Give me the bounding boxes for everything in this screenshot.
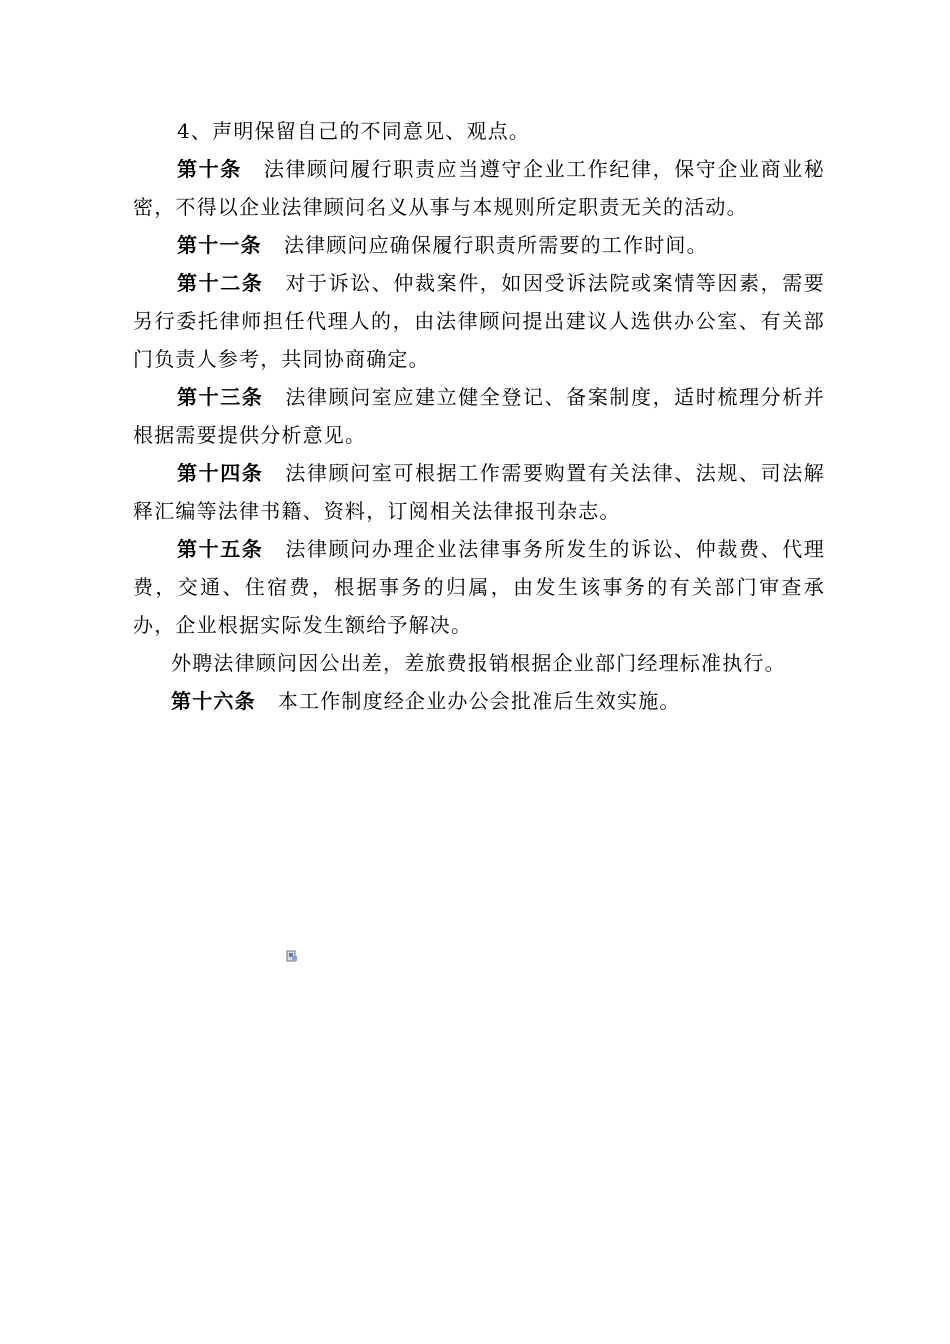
article-heading: 第十一条 xyxy=(177,233,262,257)
article-10 xyxy=(133,150,825,226)
article-14 xyxy=(133,454,825,530)
article-text: 对于诉讼、仲裁案件，如因受诉法院或案情等因素，需要另行委托律师担任代理人的，由法律顾问提出建议人选供办公室、有关部门负责人参考，共同协商确定。 xyxy=(133,271,825,371)
article-15 xyxy=(133,530,825,644)
article-text: 本工作制度经企业办公会批准后生效实施。 xyxy=(277,689,681,713)
article-text: 法律顾问履行职责应当遵守企业工作纪律，保守企业商业秘密，不得以企业法律顾问名义从事与本规则所定职责无关的活动。 xyxy=(133,157,826,219)
paragraph-travel-expense xyxy=(133,644,825,682)
article-heading: 第十四条 xyxy=(177,461,264,485)
small-image-icon xyxy=(286,950,298,962)
article-text: 法律顾问室应建立健全登记、备案制度，适时梳理分析并根据需要提供分析意见。 xyxy=(133,385,825,447)
article-text: 法律顾问办理企业法律事务所发生的诉讼、仲裁费、代理费，交通、住宿费，根据事务的归属，由发生该事务的有关部门审查承办，企业根据实际发生额给予解决。 xyxy=(133,537,825,637)
article-heading: 第十三条 xyxy=(177,385,264,409)
article-heading: 第十条 xyxy=(177,157,242,181)
article-heading: 第十二条 xyxy=(177,271,264,295)
paragraph-item-4 xyxy=(133,112,825,150)
paragraph-text: 外聘法律顾问因公出差，差旅费报销根据企业部门经理标准执行。 xyxy=(171,651,786,675)
article-12 xyxy=(133,264,825,378)
article-text: 法律顾问室可根据工作需要购置有关法律、法规、司法解释汇编等法律书籍、资料，订阅相关法律报刊杂志。 xyxy=(133,461,825,523)
article-heading: 第十六条 xyxy=(171,689,256,713)
article-heading: 第十五条 xyxy=(177,537,264,561)
article-11 xyxy=(133,226,825,264)
paragraph-text: 4、声明保留自己的不同意见、观点。 xyxy=(177,119,531,143)
document-body xyxy=(133,112,825,720)
article-13 xyxy=(133,378,825,454)
article-16 xyxy=(133,682,825,720)
article-text: 法律顾问应确保履行职责所需要的工作时间。 xyxy=(283,233,708,257)
